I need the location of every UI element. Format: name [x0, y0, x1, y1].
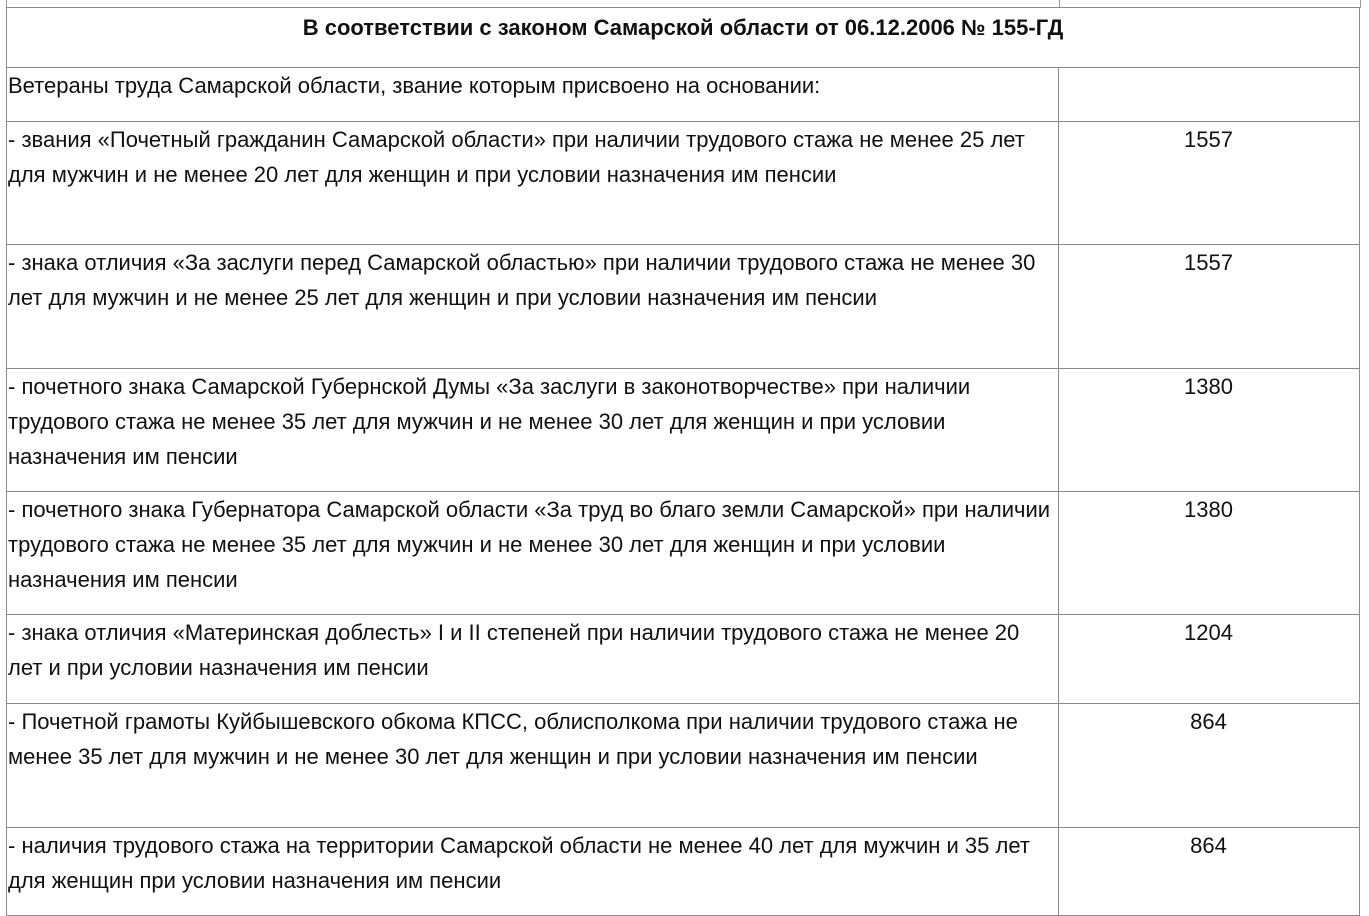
row-value: 1204 — [1059, 615, 1360, 704]
table-row — [7, 369, 1360, 492]
row-text: - звания «Почетный гражданин Самарской области» при наличии трудового стажа не менее 25 лет для мужчин и не менее 20 лет для женщин и при условии назначения им пенсии — [7, 122, 1059, 245]
table-row — [7, 615, 1360, 704]
table-header: В соответствии с законом Самарской области от 06.12.2006 № 155-ГД — [7, 8, 1360, 68]
table-row — [7, 828, 1360, 916]
intro-value — [1059, 68, 1360, 122]
row-value: 864 — [1059, 704, 1360, 828]
intro-row — [7, 68, 1360, 122]
row-text: - наличия трудового стажа на территории Самарской области не менее 40 лет для мужчин и 35 лет для женщин при условии назначения им пенсии — [7, 828, 1059, 916]
table-row — [7, 122, 1360, 245]
row-value: 1380 — [1059, 369, 1360, 492]
table-row — [7, 704, 1360, 828]
row-text: - почетного знака Губернатора Самарской области «За труд во благо земли Самарской» при наличии трудового стажа не менее 35 лет для мужчин и не менее 30 лет для женщин и при условии назначения им пенсии — [7, 492, 1059, 615]
row-text: - знака отличия «За заслуги перед Самарской областью» при наличии трудового стажа не менее 30 лет для мужчин и не менее 25 лет для женщин и при условии назначения им пенсии — [7, 245, 1059, 369]
header-row — [7, 8, 1360, 68]
benefits-table — [6, 7, 1360, 916]
column-divider — [1059, 0, 1060, 7]
row-value: 1380 — [1059, 492, 1360, 615]
row-text: - Почетной грамоты Куйбышевского обкома КПСС, облисполкома при наличии трудового стажа не менее 35 лет для мужчин и не менее 30 лет для женщин и при условии назначения им пенсии — [7, 704, 1059, 828]
row-value: 864 — [1059, 828, 1360, 916]
table-row — [7, 492, 1360, 615]
row-value: 1557 — [1059, 245, 1360, 369]
table-row — [7, 245, 1360, 369]
row-value: 1557 — [1059, 122, 1360, 245]
row-text: - почетного знака Самарской Губернской Думы «За заслуги в законотворчестве» при наличии трудового стажа не менее 35 лет для мужчин и не менее 30 лет для женщин и при условии назначения им пенсии — [7, 369, 1059, 492]
row-text: - знака отличия «Материнская доблесть» I и II степеней при наличии трудового стажа не менее 20 лет и при условии назначения им пенсии — [7, 615, 1059, 704]
intro-text: Ветераны труда Самарской области, звание которым присвоено на основании: — [7, 68, 1059, 122]
